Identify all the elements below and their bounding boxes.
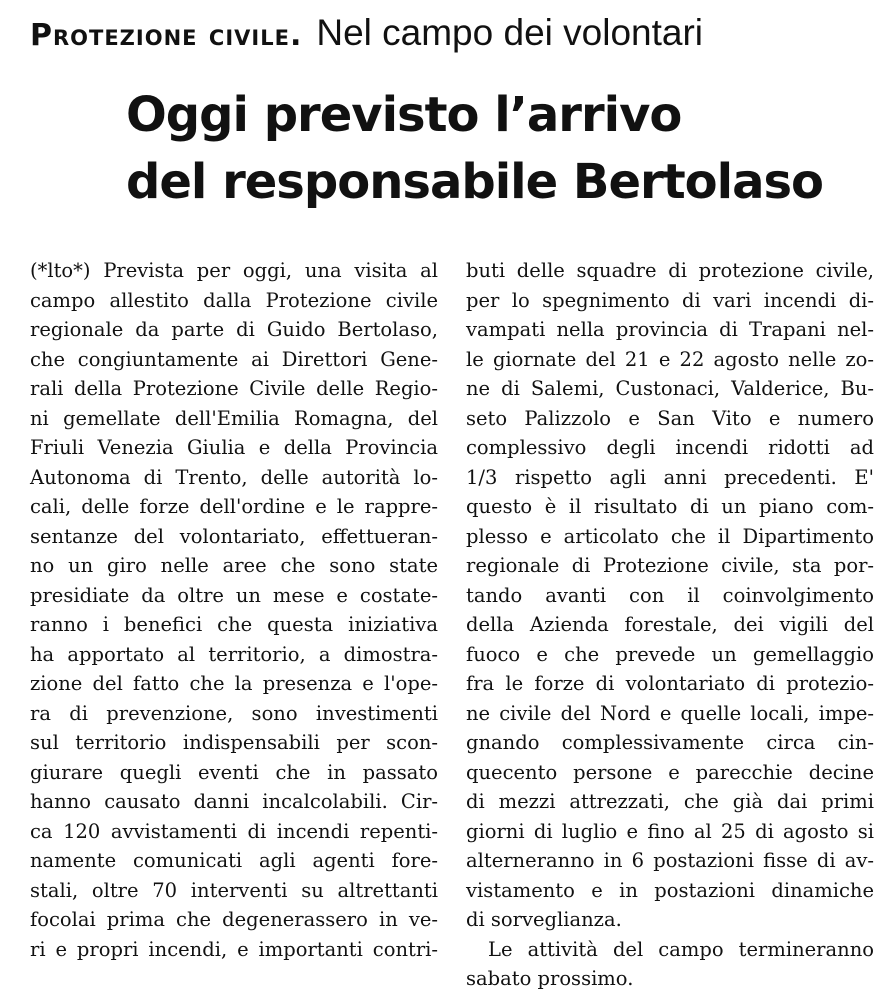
text-line: complessivo degli incendi ridotti ad [466,436,874,459]
text-line: Friuli Venezia Giulia e della Provincia [30,436,438,459]
text-line: ni gemellate dell'Emilia Romagna, del [30,406,438,430]
text-line: no un giro nelle aree che sono state [30,554,438,577]
text-line: regionale da parte di Guido Bertolaso, [30,318,438,341]
text-line: alterneranno in 6 postazioni fisse di av- [466,849,874,872]
text-line: Autonoma di Trento, delle autorità lo- [30,465,438,489]
text-line: plesso e articolato che il Dipartimento [466,524,874,548]
article-column-left [30,256,438,964]
text-line: di mezzi attrezzati, che già dai primi [466,790,874,813]
text-line: focolai prima che degenerassero in ve- [30,908,438,931]
text-line: sabato prossimo. [466,967,634,990]
text-line: (*lto*) Prevista per oggi, una visita al [30,259,438,282]
text-line: regionale di Protezione civile, sta por- [466,554,874,577]
text-line: presidiate da oltre un mese e costate- [30,583,438,607]
text-line: fuoco e che prevede un gemellaggio [466,642,874,666]
text-line: namente comunicati agli agenti fore- [30,849,438,872]
text-line: Le attività del campo termineranno [488,937,874,961]
text-line: giorni di luglio e fino al 25 di agosto si [466,819,874,843]
text-line: di sorveglianza. [466,908,622,931]
text-line: rali della Protezione Civile delle Regio- [30,377,438,400]
text-line: ha apportato al territorio, a dimostra- [30,642,438,666]
text-line: campo allestito dalla Protezione civile [30,288,438,312]
text-line: questo è il risultato di un piano com- [466,495,874,518]
text-line: tando avanti con il coinvolgimento [466,583,874,607]
text-line: ri e propri incendi, e importanti contri- [30,937,438,961]
text-line: 1/3 rispetto agli anni precedenti. E' [466,465,874,489]
text-line: ne di Salemi, Custonaci, Valderice, Bu- [466,377,874,400]
text-line: hanno causato danni incalcolabili. Cir- [30,790,438,813]
text-line: vampati nella provincia di Trapani nel- [466,318,874,341]
text-line: che congiuntamente ai Direttori Gene- [30,347,438,371]
text-line: ca 120 avvistamenti di incendi repenti- [30,819,438,843]
text-line: sentanze del volontariato, effettueran- [30,524,438,548]
text-line: quecento persone e parecchie decine [466,760,874,784]
headline [126,82,866,216]
text-line: giurare quegli eventi che in passato [30,760,438,784]
text-line: per lo spegnimento di vari incendi di- [466,288,874,312]
text-line: della Azienda forestale, dei vigili del [466,613,874,636]
text-line: ranno i benefici che questa iniziativa [30,613,438,636]
kicker-subject: Nel campo dei volontari [316,12,703,53]
text-line: sul territorio indispensabili per scon- [30,731,438,754]
headline-line: del responsabile Bertolaso [126,154,823,210]
section-label: Protezione civile. [30,18,303,53]
text-line: fra le forze di volontariato di protezio- [466,672,874,695]
article-column-right [466,256,874,994]
text-line: seto Palizzolo e San Vito e numero [466,406,874,430]
text-line: gnando complessivamente circa cin- [466,731,874,754]
text-line: vistamento e in postazioni dinamiche [466,878,874,902]
text-line: ra di prevenzione, sono investimenti [30,701,438,725]
kicker [30,12,870,54]
headline-line: Oggi previsto l’arrivo [126,87,682,143]
text-line: cali, delle forze dell'ordine e le rappre- [30,495,438,518]
text-line: stali, oltre 70 interventi su altrettanti [30,878,438,902]
text-line: buti delle squadre di protezione civile, [466,259,874,282]
text-line: ne civile del Nord e quelle locali, impe- [466,701,874,725]
text-line: le giornate del 21 e 22 agosto nelle zo- [466,347,874,371]
text-line: zione del fatto che la presenza e l'ope- [30,672,438,695]
